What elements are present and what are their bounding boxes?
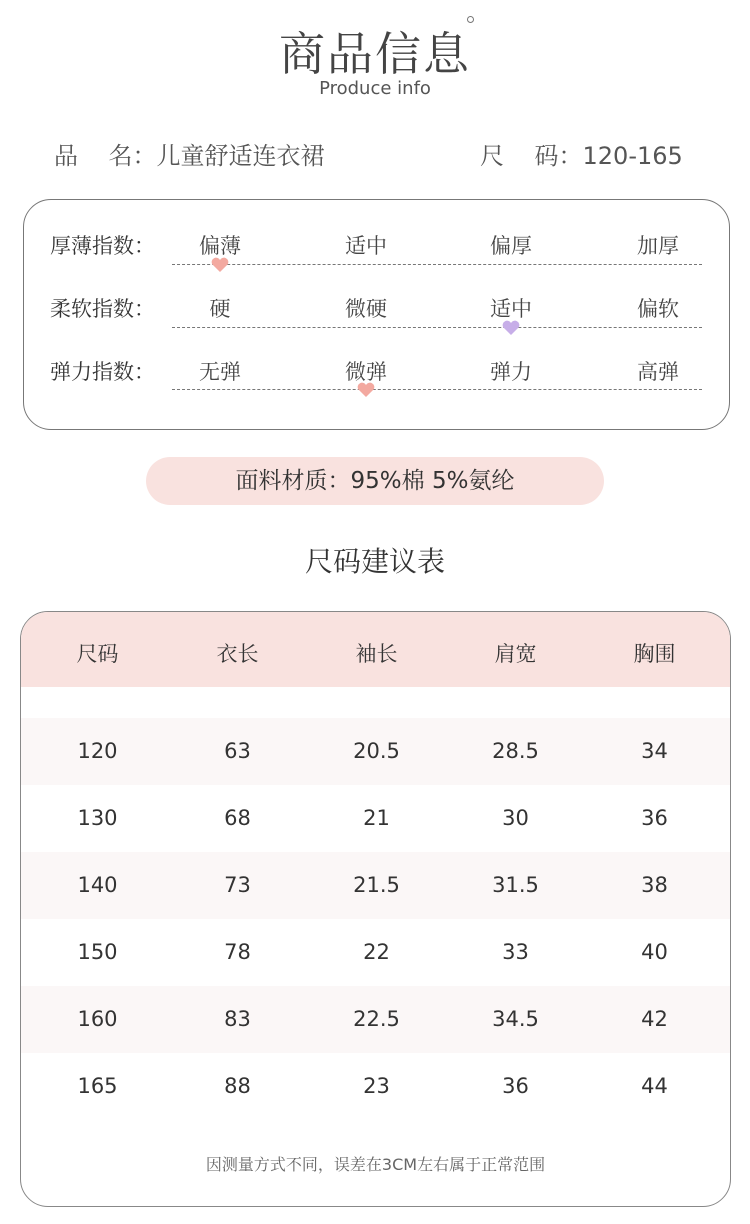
table-row — [21, 919, 730, 986]
table-cell: 44 — [641, 1074, 668, 1098]
index-label: 弹力指数： — [50, 360, 155, 384]
table-cell: 83 — [224, 1007, 251, 1031]
table-cell: 160 — [77, 1007, 118, 1031]
table-row — [21, 1053, 730, 1120]
index-option: 高弹 — [637, 360, 679, 384]
table-cell: 31.5 — [492, 873, 539, 897]
index-option: 偏软 — [637, 297, 679, 321]
index-scale-line — [172, 389, 702, 390]
index-scale-line — [172, 327, 702, 328]
table-header-cell: 胸围 — [633, 642, 676, 666]
table-cell: 120 — [77, 739, 118, 763]
table-cell: 22 — [363, 940, 390, 964]
index-label: 厚薄指数： — [50, 234, 155, 258]
heart-marker-icon — [356, 382, 376, 398]
index-option: 偏厚 — [490, 234, 532, 258]
table-cell: 34.5 — [492, 1007, 539, 1031]
size-table-title: 尺码建议表 — [304, 545, 445, 578]
product-name: 品 名：儿童舒适连衣裙 — [54, 142, 325, 170]
index-option: 加厚 — [637, 234, 679, 258]
table-cell: 165 — [77, 1074, 118, 1098]
index-option: 适中 — [345, 234, 387, 258]
table-header-cell: 肩宽 — [494, 642, 537, 666]
table-cell: 34 — [641, 739, 668, 763]
table-cell: 23 — [363, 1074, 390, 1098]
material-badge: 面料材质：95%棉 5%氨纶 — [146, 457, 604, 505]
table-cell: 38 — [641, 873, 668, 897]
table-header-cell: 衣长 — [216, 642, 259, 666]
heart-marker-icon — [501, 320, 521, 336]
table-cell: 140 — [77, 873, 118, 897]
table-cell: 20.5 — [353, 739, 400, 763]
index-option: 硬 — [209, 297, 231, 321]
table-cell: 68 — [224, 806, 251, 830]
table-cell: 30 — [502, 806, 529, 830]
index-label: 柔软指数： — [50, 297, 155, 321]
size-table — [20, 611, 731, 1207]
table-cell: 21.5 — [353, 873, 400, 897]
title-degree-dot — [467, 16, 474, 23]
table-cell: 22.5 — [353, 1007, 400, 1031]
page-subtitle: Produce info — [319, 78, 431, 99]
table-cell: 42 — [641, 1007, 668, 1031]
table-row — [21, 785, 730, 852]
table-cell: 21 — [363, 806, 390, 830]
table-header-cell: 袖长 — [355, 642, 398, 666]
size-table-header — [21, 612, 730, 687]
table-header-cell: 尺码 — [76, 642, 119, 666]
table-cell: 33 — [502, 940, 529, 964]
table-cell: 63 — [224, 739, 251, 763]
index-option: 微硬 — [345, 297, 387, 321]
index-scale-line — [172, 264, 702, 265]
size-table-note: 因测量方式不同，误差在3CM左右属于正常范围 — [205, 1155, 546, 1174]
table-cell: 36 — [641, 806, 668, 830]
index-option: 偏薄 — [199, 234, 241, 258]
table-row — [21, 718, 730, 785]
table-cell: 40 — [641, 940, 668, 964]
table-cell: 88 — [224, 1074, 251, 1098]
table-cell: 36 — [502, 1074, 529, 1098]
table-cell: 73 — [224, 873, 251, 897]
table-row — [21, 852, 730, 919]
index-option: 弹力 — [490, 360, 532, 384]
product-size-range: 尺 码：120-165 — [480, 142, 683, 170]
page-title: 商品信息 — [279, 27, 471, 81]
table-cell: 150 — [77, 940, 118, 964]
table-row — [21, 986, 730, 1053]
table-cell: 78 — [224, 940, 251, 964]
table-cell: 130 — [77, 806, 118, 830]
index-option: 微弹 — [345, 360, 387, 384]
heart-marker-icon — [210, 257, 230, 273]
index-option: 无弹 — [199, 360, 241, 384]
index-option: 适中 — [490, 297, 532, 321]
table-cell: 28.5 — [492, 739, 539, 763]
